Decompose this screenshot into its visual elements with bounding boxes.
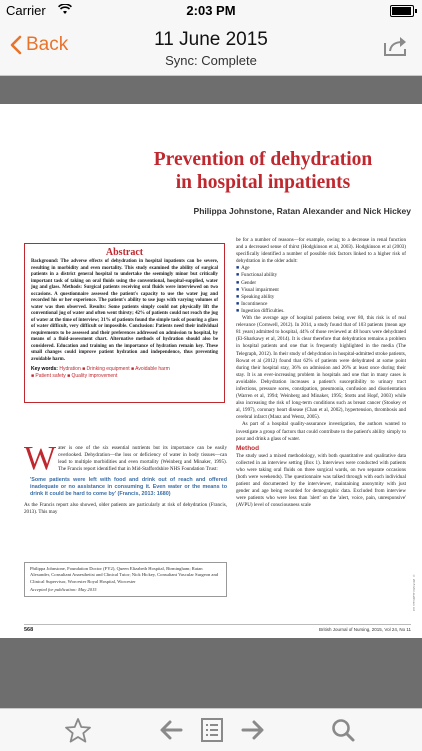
page-margin-top — [0, 76, 422, 104]
accepted-date: Accepted for publication: May 2015 — [30, 586, 97, 592]
abstract-text: Background: The adverse effects of dehydration in hospital inpatients can be severe, resulting in morbidity and even mortality. This study examined the ability of surgical patients in a district general hospital to undertake the seemingly minor but critically important task of taking on oral fluids using the conventional, hospital-supplied, water jug and glass. Methods: Surgical patients receiving oral fluids were interviewed on two occasions. A questionnaire assessed the patient's capacity to use the water jug and recorded his or her experience. The patient's ability to use jugs with varying volumes of water was then observed. Results: Some patients simply could not physically lift the conventional jug of water and often went thirsty; 42% of patients could not reach the jug of water at the time of interview; 31% of patients found the simple task of pouring a glass of water difficult, very difficult or impossible. Conclusion: Patients need their individual requirements to be assessed and their preferences addressed on admission to hospital, by means of a fluid-assessment chart. Alternative methods of hydration should also be considered. Education and training on the importance of hydration remain key. These small changes could improve patient hydration and independence, thus preventing avoidable harm. — [31, 259, 218, 362]
list-item: ■ Visual impairment — [236, 286, 279, 293]
after-quote-text: As the Francis report also showed, older patients are particularly at risk of dehydration (Francis, 2013). This may — [24, 502, 227, 516]
list-item: ■ Gender — [236, 279, 257, 286]
battery-icon — [390, 5, 414, 17]
right-col-paragraph-3: As part of a hospital quality-assurance investigation, the authors wanted to investigate a group of factors that could contribute to the patient's ability simply to pour and drink a glass of water. — [236, 421, 406, 442]
arrow-right-icon[interactable] — [240, 717, 266, 743]
list-item: ■ Speaking ability — [236, 293, 275, 300]
risk-factor-list — [236, 265, 406, 315]
arrow-left-icon[interactable] — [158, 717, 184, 743]
list-item: ■ Functional ability — [236, 272, 278, 279]
title-line-2: in hospital inpatients — [175, 172, 351, 193]
status-bar — [0, 0, 422, 20]
keywords-label: Key words: — [31, 366, 58, 372]
left-column — [24, 440, 227, 517]
page-number: 568 — [24, 627, 34, 633]
page-margin-bottom — [0, 638, 422, 708]
right-col-paragraph-1: be for a number of reasons—for example, owing to a decrease in renal function and a decreased sense of thirst (Hodgkinson et al, 2003). Hodgkinson et al (2003) specifically identified a number of possible risk factors linked to a higher risk of dehydration in the older adult: — [236, 237, 406, 265]
back-label: Back — [26, 34, 69, 55]
sync-status: Sync: Complete — [165, 53, 257, 68]
title-line-1: Prevention of dehydration — [153, 149, 373, 170]
copyright-note: © 2015 MA Healthcare Ltd — [412, 574, 416, 612]
star-icon[interactable] — [64, 717, 92, 743]
method-text: The study used a mixed methodology, with both quantitative and qualitative data collected in an interview setting (Box 1). Interviews were conducted with patients who were taking oral fluids on three surgical wards, on two separate occasions (both were weekends). The questionnaire was talked through with each individual patient and documented by the interviewer, maintaining anonymity with just gender and age being recorded for demographic data. Excluded from interview were patients who were less than 'alert' on the 'alert, voice, pain, unresponsive' (AVPU) level of consciousness scale — [236, 452, 406, 509]
article-page[interactable] — [0, 104, 422, 638]
carrier-label: Carrier — [6, 3, 46, 18]
right-col-paragraph-2: With the average age of hospital patients being over 80, this risk is of real relevance (Cornwell, 2012). In 2014, a study found that of 103 patients (mean age 81 years) admitted to hospital, 44% of those reviewed at 48 hours were dehydrated (El-Sharkawy et al, 2014). It is clear therefore that dehydration remains a problem in hospital patients and one that is frequently highlighted in the media (The Telegraph, 2012). In their study of dehydration in hospital-admitted stroke patients, Rowat et al (2012) found that 62% of patients were dehydrated at some point during their hospital stay, 36% on admission and 26% at least once during their stay. It is an ever-increasing problem in hospitals and one that in many cases is avoidable. Dehydration increases a patient's susceptibility to urinary tract infections, pressure sores, constipation, pneumonia, confusion and disorientation (Warren et al, 1994; Weinberg and Minaker, 1995; Stotts and Hopf, 2003) while also increasing the risk of long-term conditions such as breast cancer (Stookey et al, 1997), coronary heart disease (Chan et al, 2002), hypertension, thrombosis and cerebral infarct (Manz and Wentz, 2005). — [236, 315, 406, 421]
journal-citation: British Journal of Nursing, 2015, Vol 24, No 11 — [319, 627, 411, 632]
article-title — [115, 148, 411, 194]
list-item: ■ Incontinence — [236, 300, 268, 307]
drop-cap: W — [24, 440, 57, 477]
authors: Philippa Johnstone, Ratan Alexander and Nick Hickey — [193, 206, 411, 216]
issue-date-title: 11 June 2015 — [154, 29, 268, 50]
list-item: ■ Age — [236, 265, 250, 272]
list-icon[interactable] — [200, 717, 224, 743]
bottom-toolbar — [0, 708, 422, 751]
method-heading: Method — [236, 444, 260, 452]
keywords-line-2: ■ Patient safety ■ Quality improvement — [31, 373, 118, 379]
affiliation-text: Philippa Johnstone, Foundation Doctor (FY2), Queen Elizabeth Hospital, Birmingham; Ratan Alexander, Consultant Anaesthetist and Clinical Tutor; Nick Hickey, Consultant Vascular Surgeon and Clinical Supervisor, Worcester Royal Hospital, Worcester — [30, 566, 219, 584]
pull-quote: 'Some patients were left with food and drink out of reach and offered inadequate or no assistance in consuming it. Even water or the means to drink it could be hard to come by' (Francis, 2013: 1680) — [30, 477, 227, 498]
share-icon[interactable] — [382, 34, 410, 58]
author-affiliation-box — [24, 562, 227, 597]
list-item: ■ Ingestion difficulties. — [236, 307, 285, 314]
right-column — [236, 237, 406, 510]
abstract-heading: Abstract — [105, 247, 144, 258]
keywords-line-1: Hydration ■ Drinking equipment ■ Avoidable harm — [59, 366, 170, 372]
status-time: 2:03 PM — [186, 3, 236, 18]
page-footer — [24, 624, 411, 633]
abstract-box — [24, 243, 225, 403]
keywords — [31, 366, 218, 380]
search-icon[interactable] — [330, 717, 356, 743]
navigation-bar — [0, 20, 422, 76]
intro-text: ater is one of the six essential nutrients but its importance can be easily overlooked. Dehydration—the loss or deficiency of water in body tissues—can lead to multiple morbidities and even mortality (Weinberg and Minaker, 1995). The Francis report identified that in Mid-Staffordshire NHS Foundation Trust: — [58, 445, 227, 473]
